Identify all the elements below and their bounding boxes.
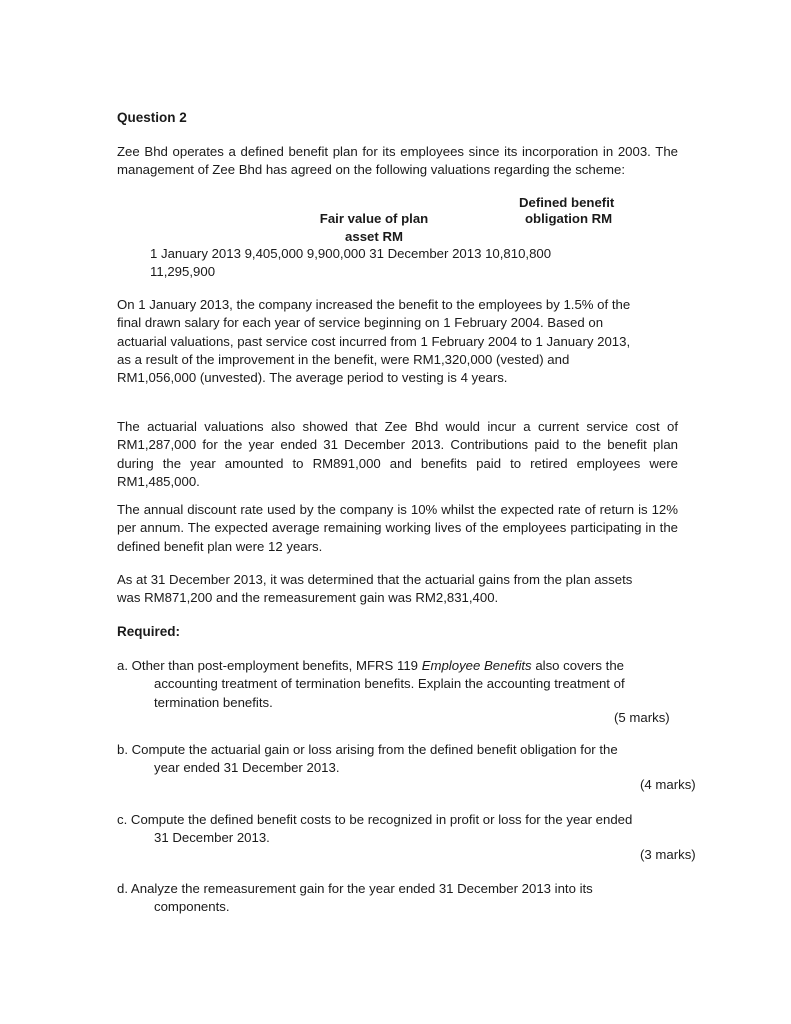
paragraph1-line1: On 1 January 2013, the company increased the benefit to the employees by 1.5% of the bbox=[117, 297, 631, 312]
intro-paragraph: Zee Bhd operates a defined benefit plan for its employees since its incorporation in 2003. The management of Zee Bhd has agreed on the following valuations regarding the scheme: bbox=[117, 144, 678, 178]
standard-title: Employee Benefits bbox=[421, 658, 532, 673]
paragraph-service-cost: The actuarial valuations also showed that Zee Bhd would incur a current service cost of RM1,287,000 for the year ended 31 December 2013. Contributions paid to the benefit plan during the year amounted to RM891,000 and benefits paid to retired employees were RM1,485,000. bbox=[117, 419, 678, 489]
question-a bbox=[117, 657, 702, 712]
question-b bbox=[117, 741, 702, 778]
valuation-row-line1: 1 January 2013 9,405,000 9,900,000 31 December 2013 10,810,800 bbox=[150, 246, 552, 261]
question-a-text-end: also covers the bbox=[531, 658, 625, 673]
dbo-header-line1: Defined benefit bbox=[519, 195, 615, 210]
question-c-line2: 31 December 2013. bbox=[154, 830, 270, 846]
question-a-text: a. Other than post-employment benefits, MFRS 119 bbox=[117, 658, 422, 673]
dbo-header-line2: obligation RM bbox=[525, 211, 613, 226]
question-b-line1: b. Compute the actuarial gain or loss arising from the defined benefit obligation for the bbox=[117, 742, 618, 757]
paragraph-actuarial-gains bbox=[117, 571, 678, 608]
fair-value-header bbox=[314, 210, 454, 247]
question-c-line1: c. Compute the defined benefit costs to be recognized in profit or loss for the year ended bbox=[117, 812, 633, 827]
paragraph1-line3: actuarial valuations, past service cost incurred from 1 February 2004 to 1 January 2013, bbox=[117, 333, 631, 349]
required-heading: Required: bbox=[117, 624, 181, 639]
paragraph4-line2: was RM871,200 and the remeasurement gain was RM2,831,400. bbox=[117, 590, 499, 606]
question-b-line2: year ended 31 December 2013. bbox=[154, 760, 340, 776]
question-c-marks: (3 marks) bbox=[640, 847, 696, 862]
question-a-line1 bbox=[117, 657, 702, 675]
question-d-line2: components. bbox=[154, 899, 230, 915]
question-d-line1: d. Analyze the remeasurement gain for the year ended 31 December 2013 into its bbox=[117, 881, 593, 896]
paragraph-benefit-increase bbox=[117, 296, 678, 387]
question-c bbox=[117, 811, 702, 848]
fair-value-header-line2: asset RM bbox=[345, 229, 403, 245]
fair-value-header-line1: Fair value of plan bbox=[319, 211, 429, 226]
question-d bbox=[117, 880, 702, 917]
paragraph1-line5: RM1,056,000 (unvested). The average period to vesting is 4 years. bbox=[117, 370, 508, 386]
paragraph1-line2: final drawn salary for each year of service beginning on 1 February 2004. Based on bbox=[117, 315, 604, 331]
valuation-rows bbox=[150, 245, 620, 282]
question-a-line3: termination benefits. bbox=[154, 694, 273, 710]
valuation-row-line2: 11,295,900 bbox=[150, 264, 216, 280]
question-a-line2: accounting treatment of termination benefits. Explain the accounting treatment of bbox=[154, 676, 625, 692]
question-a-marks: (5 marks) bbox=[614, 710, 670, 725]
question-b-marks: (4 marks) bbox=[640, 777, 696, 792]
paragraph-discount-rate: The annual discount rate used by the company is 10% whilst the expected rate of return is 12% per annum. The expected average remaining working lives of the employees participating in the defined benefit plan were 12 years. bbox=[117, 502, 678, 554]
paragraph4-line1: As at 31 December 2013, it was determined that the actuarial gains from the plan assets bbox=[117, 572, 633, 587]
question-title: Question 2 bbox=[117, 110, 187, 125]
paragraph1-line4: as a result of the improvement in the benefit, were RM1,320,000 (vested) and bbox=[117, 351, 570, 367]
